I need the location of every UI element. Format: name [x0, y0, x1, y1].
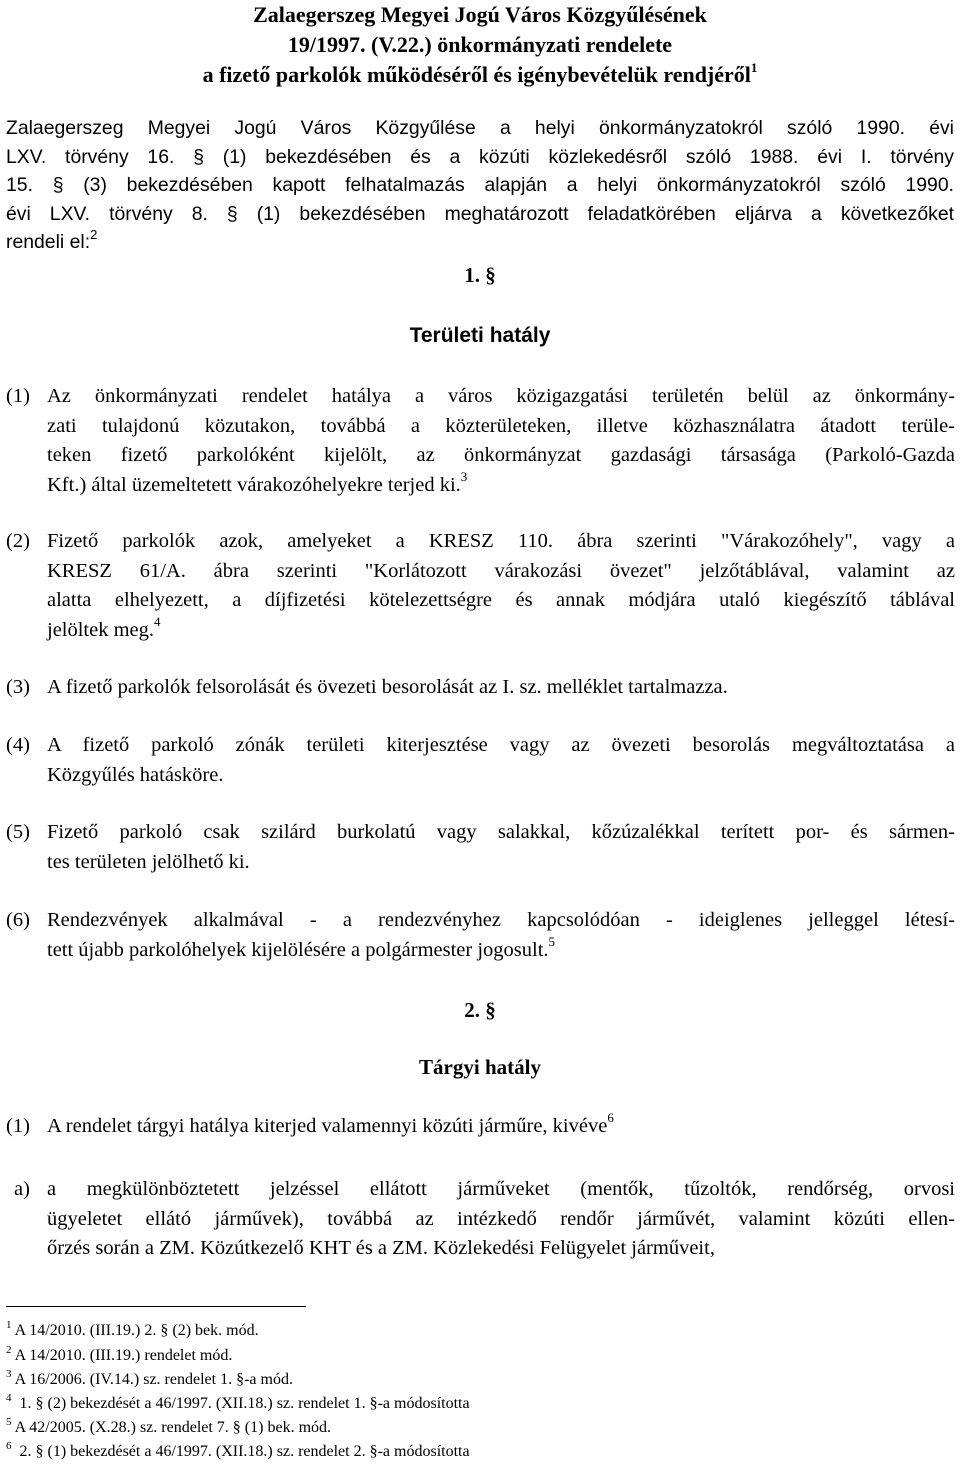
footnote-number: 1 — [6, 1318, 12, 1331]
footnote-text: A 16/2006. (IV.14.) sz. rendelet 1. §-a mód. — [14, 1371, 293, 1388]
paragraph-2-1 — [47, 1112, 955, 1142]
footnote-ref-5: 5 — [548, 933, 556, 949]
preamble-line-3: 15. § (3) bekezdésében kapott felhatalmazás alapján a helyi önkormányzatokról szóló 1990. — [6, 174, 954, 196]
section-2-number: 2. § — [464, 998, 496, 1022]
paragraph-line: alatta elhelyezett, a díjfizetési kötelezettségre és annak módjára utaló kiegészítő táblával — [47, 589, 955, 611]
section-1-title: Területi hatály — [409, 324, 551, 347]
footnote-number: 4 — [6, 1391, 12, 1404]
paragraph-line-text: A rendelet tárgyi hatálya kiterjed valamennyi közúti járműre, kivéve — [47, 1115, 608, 1137]
paragraph-line — [47, 613, 955, 646]
paragraph-1-3 — [47, 673, 955, 703]
paragraph-line: KRESZ 61/A. ábra szerinti "Korlátozott várakozási övezet" jelzőtáblával, valamint az — [47, 559, 955, 582]
footnote-1 — [6, 1318, 259, 1341]
paragraph-line: Az önkormányzati rendelet hatálya a város közigazgatási területén belül az önkormány- — [47, 385, 955, 407]
footnote-ref-2: 2 — [90, 226, 98, 242]
preamble-line-2: LXV. törvény 16. § (1) bekezdésében és a közúti közlekedésről szóló 1988. évi I. törvény — [6, 145, 954, 168]
footnote-number: 5 — [6, 1415, 12, 1428]
paragraph-line: zati tulajdonú közutakon, továbbá a közterületeken, illetve közhasználatra átadott terüle- — [47, 414, 955, 437]
preamble-line-5 — [6, 228, 954, 257]
item-a-label: a) — [14, 1178, 30, 1200]
paragraph-line: teken fizető parkolóként kijelölt, az önkormányzat gazdasági társasága (Parkoló-Gazda — [47, 444, 955, 466]
footnote-text: 2. § (1) bekezdését a 46/1997. (XII.18.) sz. rendelet 2. §-a módosította — [15, 1443, 470, 1460]
footnote-text: A 14/2010. (III.19.) rendelet mód. — [14, 1347, 233, 1364]
preamble-line-4: évi LXV. törvény 8. § (1) bekezdésében meghatározott feladatkörében eljárva a következőket — [6, 202, 954, 225]
footnote-number: 2 — [6, 1343, 12, 1356]
paragraph-line: a megkülönböztetett jelzéssel ellátott járműveket (mentők, tűzoltók, rendőrség, orvosi — [47, 1178, 955, 1200]
paragraph-line-text: tett újabb parkolóhelyek kijelölésére a polgármester jogosult. — [47, 938, 549, 961]
paragraph-1-6 — [47, 906, 955, 965]
paragraph-1-4 — [47, 731, 955, 790]
footnote-ref-6: 6 — [607, 1110, 614, 1126]
footnote-number: 6 — [6, 1439, 12, 1452]
footnote-text: 1. § (2) bekezdését a 46/1997. (XII.18.) sz. rendelet 1. §-a módosította — [15, 1395, 470, 1412]
section-2-title: Tárgyi hatály — [419, 1055, 541, 1079]
paragraph-line: Rendezvények alkalmával - a rendezvényhez kapcsolódóan - ideiglenes jelleggel létesí- — [47, 909, 955, 931]
paragraph-line: tes területen jelölhető ki. — [47, 850, 250, 873]
footnote-text: A 14/2010. (III.19.) 2. § (2) bek. mód. — [14, 1322, 259, 1339]
footnote-ref-3: 3 — [460, 468, 468, 484]
footnote-separator — [6, 1306, 306, 1307]
paragraph-2-1-number: (1) — [6, 1115, 30, 1137]
footnote-ref-4: 4 — [154, 613, 161, 629]
paragraph-line — [47, 1112, 955, 1142]
paragraph-line-text: Kft.) által üzemeltetett várakozóhelyekre terjed ki. — [47, 473, 461, 496]
paragraph-line — [47, 933, 955, 966]
title-line-1: Zalaegerszeg Megyei Jogú Város Közgyűlésének — [253, 2, 707, 27]
footnote-3 — [6, 1367, 293, 1390]
paragraph-1-2 — [47, 527, 955, 645]
footnote-6 — [6, 1439, 470, 1462]
paragraph-1-4-number: (4) — [6, 734, 30, 756]
preamble-line-5-text: rendeli el: — [6, 231, 91, 253]
section-1-number: 1. § — [464, 263, 496, 287]
footnote-text: A 42/2005. (X.28.) sz. rendelet 7. § (1) bek. mód. — [14, 1419, 332, 1436]
footnote-2 — [6, 1343, 233, 1366]
paragraph-1-5-number: (5) — [6, 821, 30, 843]
footnote-5 — [6, 1415, 332, 1438]
paragraph-1-6-number: (6) — [6, 909, 30, 931]
title-line-3 — [0, 60, 960, 90]
paragraph-line: őrzés során a ZM. Közútkezelő KHT és a ZM. Közlekedési Felügyelet járműveit, — [47, 1237, 715, 1259]
paragraph-line: A fizető parkolók felsorolását és övezeti besorolását az I. sz. melléklet tartalmazza. — [47, 676, 728, 698]
paragraph-line: ügyeletet ellátó járművek), továbbá az intézkedő rendőr járművét, valamint közúti ellen- — [47, 1207, 955, 1230]
paragraph-line: Fizető parkolók azok, amelyeket a KRESZ 110. ábra szerinti "Várakozóhely", vagy a — [47, 530, 955, 552]
paragraph-line — [47, 468, 955, 501]
paragraph-line-text: jelöltek meg. — [47, 618, 155, 641]
paragraph-1-3-number: (3) — [6, 676, 30, 698]
footnote-number: 3 — [6, 1367, 12, 1380]
paragraph-1-2-number: (2) — [6, 530, 30, 552]
title-line-3-text: a fizető parkolók működéséről és igénybevételük rendjéről — [202, 62, 751, 87]
paragraph-1-1 — [47, 382, 955, 500]
preamble — [6, 114, 954, 257]
item-a — [47, 1175, 955, 1264]
paragraph-line: A fizető parkoló zónák területi kiterjesztése vagy az övezeti besorolás megváltoztatása a — [47, 734, 955, 756]
document-title — [0, 0, 960, 90]
paragraph-1-1-number: (1) — [6, 385, 30, 407]
title-line-2: 19/1997. (V.22.) önkormányzati rendelete — [287, 32, 673, 57]
paragraph-line: Fizető parkoló csak szilárd burkolatú vagy salakkal, kőzúzalékkal terített por- és sármen- — [47, 821, 955, 843]
footnote-4 — [6, 1391, 470, 1414]
footnote-ref-1: 1 — [750, 59, 758, 75]
preamble-line-1: Zalaegerszeg Megyei Jogú Város Közgyűlése a helyi önkormányzatokról szóló 1990. évi — [6, 117, 954, 139]
paragraph-line: Közgyűlés hatásköre. — [47, 763, 224, 786]
paragraph-1-5 — [47, 818, 955, 877]
